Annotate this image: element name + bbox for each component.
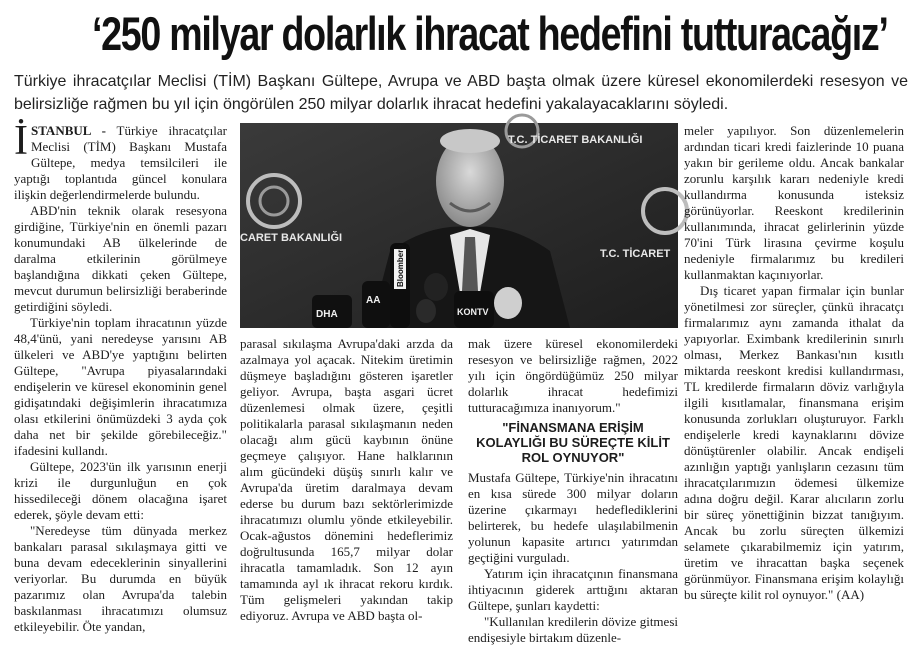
paragraph: Dış ticaret yapan firmalar için bunlar yönetilmesi zor süreçler, çünkü ihracatçı firmalarımız aynı zamanda ithalat da yapıyorlar. Eximbank kredilerinin sınırlı olması, Merkez Bankası'nın kısıtlı miktarda reeskont kredisi kullandırması, TL kredilerde firmaların döviz varlığıyla ilgili kısıtlamalar, finansmana erişim konusunda zorlukları oluşturuyor. Farklı endişelerle kredi kaynaklarını dövize dönüştürenler olabilir. Ancak endişeli azınlığın yaptığı yanlışların cezasını tüm ihracatçılarımızın ödemesi ülkemize adına doğru değil. Karar alıcıların zorlu bir süreç yönettiğinin bizzat tanığıyım. Ancak bu zorlu süreçten ülkemizi selamete çıkarabilmemiz için yatırım, üretim ve ihracattan başka seçenek görünmüyor. Finansmana erişim kolaylığı bu süreçte kilit rol oynuyor." (AA) — [684, 283, 904, 602]
backdrop-text-left: CARET BAKANLIĞI — [240, 232, 343, 244]
article-column-3 — [468, 336, 678, 646]
paragraph: ABD'nin teknik olarak resesyona girdiğine, Türkiye'nin en önemli pazarı konumundaki AB ülkelerinde de daralma etkilerinin görülmeye başlandığına dikkati çeken Gültepe, mevcut durumun belirsizliği beraberinde getirdiğini söyledi. — [14, 203, 227, 314]
mic-label: KONTV — [457, 307, 489, 317]
press-photo — [240, 123, 678, 328]
article-column-1 — [14, 118, 228, 635]
paragraph: Yatırım için ihracatçının finansmana ihtiyacının giderek arttığını aktaran Gültepe, şunları kaydetti: — [468, 566, 678, 613]
paragraph: Türkiye'nin toplam ihracatının yüzde 48,4'ünü, yani neredeyse yarısını AB ülkeleri ve ABD'ye yaptığını belirten Gültepe, "Avrupa piyasalarındaki endişelerin ve küresel ekonominin genel gidişatındaki değişimlerin ihracatımıza olası etkilerini önümüzdeki 3 ayda çok daha net bir şekilde görebileceğiz." ifadesini kullandı. — [14, 315, 227, 458]
lead-paragraph — [14, 118, 228, 203]
article-column-2 — [240, 336, 453, 624]
mic-label: AA — [366, 295, 381, 306]
mic-label: Bloomberg — [396, 244, 405, 287]
dropcap: İ — [14, 118, 28, 164]
dateline: STANBUL - — [31, 123, 106, 138]
backdrop-text-top: T.C. TİCARET BAKANLIĞI — [508, 134, 643, 146]
subheading: "FİNANSMANA ERİŞİM KOLAYLIĞI BU SÜREÇTE KİLİT ROL OYNUYOR" — [476, 420, 670, 465]
backdrop-text-right: T.C. TİCARET — [600, 248, 671, 260]
article-column-4 — [684, 123, 904, 603]
paragraph: "Neredeyse tüm dünyada merkez bankaları parasal sıkılaşmaya gitti ve buna devam edeceklerinin sinyallerini veriyorlar. Bu durumda en büyük pazarımız olan Avrupa'da talebin baskılanması ihracatımızı olumsuz etkileyebilir. Öte yandan, — [14, 523, 227, 634]
paragraph: Mustafa Gültepe, Türkiye'nin ihracatını en kısa sürede 300 milyar doların üzerine çıkarmayı hedeflediklerini belirterek, bu hedefe ulaşılabilmenin yolunun kapasite artırıcı yatırımdan geçtiğini vurguladı. — [468, 470, 678, 565]
paragraph: parasal sıkılaşma Avrupa'daki arzda da azalmaya yol açacak. Nitekim üretimin düşmeye başladığını gösteren işaretler geliyor. Avrupa, başta asgari ücret düzenlemesi olmak üzere, çeşitli politikalarla parasal sıkılaşmanın neden olacağı alım gücü kaybının önüne geçmeye çalışıyor. Hane halklarının alım gücündeki düşüş sınırlı kalır ve Avrupa'da üretim daralmaya devam ederse bu durum bazı sektörlerimizde ihracatımızı olumlu yönde etkileyebilir. Ocak-ağustos dönemini hedeflerimiz doğrultusunda 165,7 milyar dolar ihracatla tamamladık. Son 12 ayın tamamında ayl ık ihracat rekoru kırdık. Tüm gelişmeleri yakından takip ediyoruz. Avrupa ve ABD başta ol- — [240, 336, 453, 623]
headline: ‘250 milyar dolarlık ihracat hedefini tutturacağız’ — [92, 7, 888, 60]
deck: Türkiye ihracatçılar Meclisi (TİM) Başkanı Gültepe, Avrupa ve ABD başta olmak üzere küresel ekonomilerdeki resesyon ve belirsizliğe rağmen bu yıl için öngörülen 250 milyar dolarlık ihracat hedefini yakalayacaklarını söyledi. — [14, 73, 908, 113]
paragraph: Gültepe, 2023'ün ilk yarısının enerji krizi ile durgunluğun en çok hissedileceği dönem olacağına işaret ederek, şöyle devam etti: — [14, 459, 227, 522]
paragraph: mak üzere küresel ekonomilerdeki resesyon ve belirsizliğe rağmen, 2022 yılı için öngördüğümüz 250 milyar dolarlık ihracat hedefimizi tutturacağımıza inanıyorum." — [468, 336, 678, 415]
press-photo-drawing — [240, 123, 678, 328]
paragraph: "Kullanılan kredilerin dövize gitmesi endişesiyle birtakım düzenle- — [468, 614, 678, 645]
lead-text: Türkiye ihracatçılar Meclisi (TİM) Başkanı Mustafa Gültepe, medya temsilcileri ile yaptığı toplantıda güncel konulara ilişkin değerlendirmelerde bulundu. — [14, 123, 228, 202]
mic-label: DHA — [316, 309, 338, 320]
paragraph: meler yapılıyor. Son düzenlemelerin ardından ticari kredi faizlerinde 10 puana yakın bir gerileme oldu. Ancak bankalar zorunlu karşılık kararı nedeniyle kredi kullandırma konusunda isteksiz görünüyorlar. Reeskont kredilerinin kullanımında, ihracat gelirlerinin yüzde 70'ini Türk lirasına çevirme koşulu nedeniyle firmalarımız bu kredileri kullanmaktan kaçınıyorlar. — [684, 123, 904, 282]
